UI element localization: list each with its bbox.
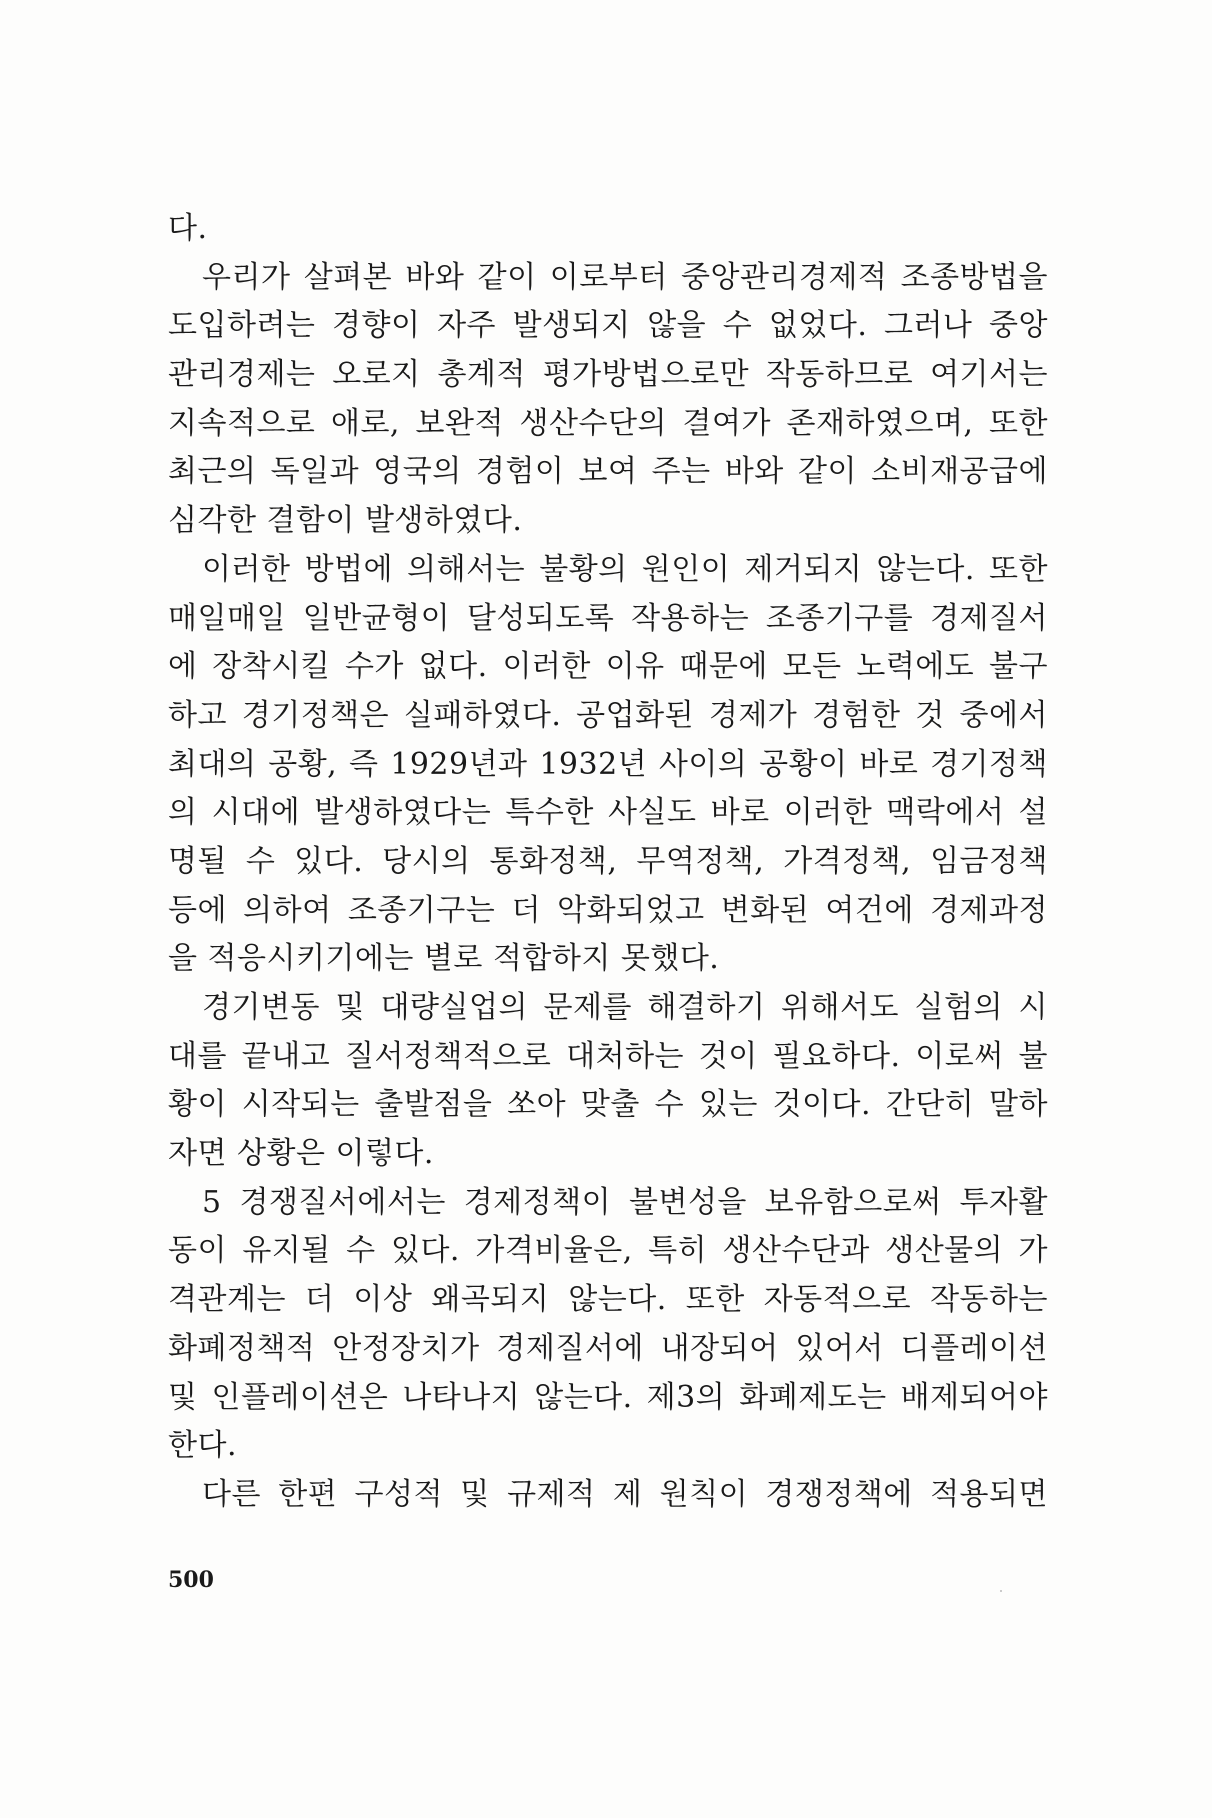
text-line: 및 인플레이션은 나타나지 않는다. 제3의 화폐제도는 배제되어야 (168, 1379, 1048, 1415)
text-line: 에 장착시킬 수가 없다. 이러한 이유 때문에 모든 노력에도 불구 (168, 649, 1048, 685)
text-line: 심각한 결함이 발생하였다. (168, 503, 523, 539)
text-line: 지속적으로 애로, 보완적 생산수단의 결여가 존재하였으며, 또한 (168, 405, 1048, 441)
page-number: 500 (168, 1567, 214, 1593)
text-line: 관리경제는 오로지 총계적 평가방법으로만 작동하므로 여기서는 (168, 357, 1048, 393)
text-line: 화폐정책적 안정장치가 경제질서에 내장되어 있어서 디플레이션 (168, 1330, 1048, 1366)
text-line: 대를 끝내고 질서정책적으로 대처하는 것이 필요하다. 이로써 불 (168, 1038, 1048, 1074)
text-line: 황이 시작되는 출발점을 쏘아 맞출 수 있는 것이다. 간단히 말하 (168, 1087, 1048, 1123)
text-line: 의 시대에 발생하였다는 특수한 사실도 바로 이러한 맥락에서 설 (168, 795, 1048, 831)
text-line: 매일매일 일반균형이 달성되도록 작용하는 조종기구를 경제질서 (168, 600, 1048, 636)
text-line: 한다. (168, 1428, 237, 1464)
text-line: 이러한 방법에 의해서는 불황의 원인이 제거되지 않는다. 또한 (202, 551, 1048, 587)
text-line: 명될 수 있다. 당시의 통화정책, 무역정책, 가격정책, 임금정책 (168, 843, 1048, 879)
text-line: 5 경쟁질서에서는 경제정책이 불변성을 보유함으로써 투자활 (202, 1184, 1048, 1220)
text-line: 등에 의하여 조종기구는 더 악화되었고 변화된 여건에 경제과정 (168, 892, 1048, 928)
body-text (168, 205, 1048, 1520)
text-line: 자면 상황은 이렇다. (168, 1136, 434, 1172)
text-line: 최근의 독일과 영국의 경험이 보여 주는 바와 같이 소비재공급에 (168, 454, 1048, 490)
text-line: 다른 한편 구성적 및 규제적 제 원칙이 경쟁정책에 적용되면 (202, 1476, 1048, 1512)
text-line: 우리가 살펴본 바와 같이 이로부터 중앙관리경제적 조종방법을 (202, 259, 1048, 295)
text-line: 격관계는 더 이상 왜곡되지 않는다. 또한 자동적으로 작동하는 (168, 1282, 1048, 1318)
text-line: 다. (168, 211, 208, 246)
text-line: 하고 경기정책은 실패하였다. 공업화된 경제가 경험한 것 중에서 (168, 697, 1048, 733)
text-line: 도입하려는 경향이 자주 발생되지 않을 수 없었다. 그러나 중앙 (168, 308, 1048, 344)
text-line: 경기변동 및 대량실업의 문제를 해결하기 위해서도 실험의 시 (202, 990, 1048, 1025)
scan-speck (1000, 1590, 1002, 1592)
text-line: 최대의 공황, 즉 1929년과 1932년 사이의 공황이 바로 경기정책 (168, 746, 1048, 782)
text-line: 동이 유지될 수 있다. 가격비율은, 특히 생산수단과 생산물의 가 (168, 1233, 1048, 1269)
text-line: 을 적응시키기에는 별로 적합하지 못했다. (168, 941, 720, 977)
